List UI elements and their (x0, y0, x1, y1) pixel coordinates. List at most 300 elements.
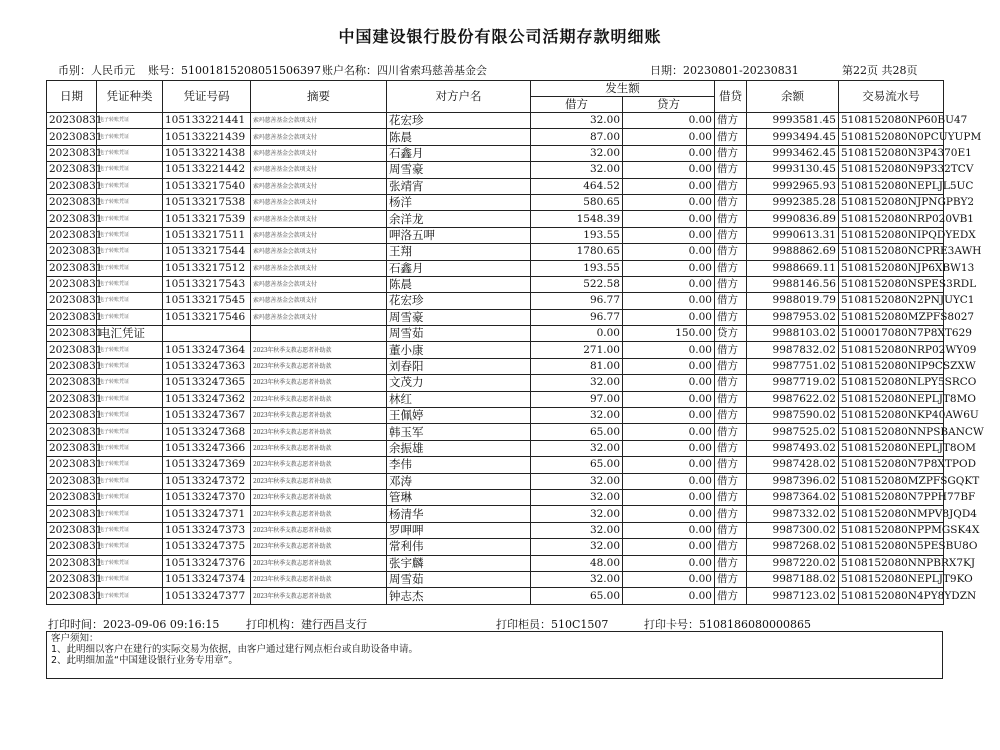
cell-debit: 65.00 (531, 457, 623, 473)
cell-txn-no: 5108152080N7PPH77BF (839, 489, 944, 505)
cell-dc: 借方 (715, 260, 747, 276)
cell-summary: 索玛慈善基金会款项支付 (251, 211, 387, 227)
ledger-rows (47, 113, 984, 605)
cell-voucher-type: 电子转账凭证 (97, 309, 163, 325)
currency-label: 币别：人民币元 (58, 64, 135, 77)
cell-counterparty: 陈晨 (387, 276, 531, 292)
cell-summary: 索玛慈善基金会款项支付 (251, 276, 387, 292)
cell-dc: 借方 (715, 293, 747, 309)
cell-counterparty: 呷洛五呷 (387, 227, 531, 243)
cell-txn-no: 5108152080NEPLJT8OM (839, 440, 944, 456)
cell-credit: 0.00 (623, 375, 715, 391)
table-row (47, 162, 944, 178)
cell-voucher-type: 电子转账凭证 (97, 571, 163, 587)
cell-summary: 索玛慈善基金会款项支付 (251, 145, 387, 161)
cell-date: 20230831 (47, 440, 97, 456)
cell-balance: 9988146.56 (747, 276, 839, 292)
cell-voucher-no: 105133217511 (163, 227, 251, 243)
cell-credit: 0.00 (623, 473, 715, 489)
cell-date: 20230831 (47, 489, 97, 505)
cell-counterparty: 韩玉军 (387, 424, 531, 440)
cell-counterparty: 余洋龙 (387, 211, 531, 227)
cell-date: 20230831 (47, 424, 97, 440)
cell-balance: 9987622.02 (747, 391, 839, 407)
cell-balance: 9993494.45 (747, 129, 839, 145)
cell-summary: 2023年秋季支教志愿者补助款 (251, 424, 387, 440)
cell-balance: 9992385.28 (747, 194, 839, 210)
cell-debit: 32.00 (531, 440, 623, 456)
cell-voucher-no: 105133247371 (163, 506, 251, 522)
print-time: 打印时间：2023-09-06 09:16:15 (48, 618, 220, 631)
cell-debit: 81.00 (531, 358, 623, 374)
cell-date: 20230831 (47, 162, 97, 178)
cell-voucher-type: 电子转账凭证 (97, 440, 163, 456)
cell-voucher-no: 105133217544 (163, 244, 251, 260)
notice-line-1: 1、此明细以客户在建行的实际交易为依据，由客户通过建行网点柜台或自助设备申请。 (51, 644, 419, 655)
cell-summary: 2023年秋季支教志愿者补助款 (251, 457, 387, 473)
cell-date: 20230831 (47, 555, 97, 571)
cell-credit: 0.00 (623, 178, 715, 194)
cell-debit: 32.00 (531, 539, 623, 555)
cell-voucher-type: 电子转账凭证 (97, 113, 163, 129)
cell-credit: 150.00 (623, 326, 715, 342)
cell-credit: 0.00 (623, 539, 715, 555)
cell-dc: 借方 (715, 588, 747, 604)
cell-voucher-no: 105133247377 (163, 588, 251, 604)
cell-summary: 索玛慈善基金会款项支付 (251, 194, 387, 210)
cell-txn-no: 5108152080N4PY8YDZN (839, 588, 944, 604)
cell-txn-no: 5108152080N5PESBU8O (839, 539, 944, 555)
table-row (47, 457, 944, 473)
print-org: 打印机构：建行西昌支行 (246, 618, 367, 631)
cell-voucher-type: 电子转账凭证 (97, 211, 163, 227)
cell-txn-no: 5108152080NLPY5SRCO (839, 375, 944, 391)
cell-dc: 借方 (715, 522, 747, 538)
cell-debit: 65.00 (531, 588, 623, 604)
cell-voucher-no: 105133217540 (163, 178, 251, 194)
cell-voucher-type: 电子转账凭证 (97, 588, 163, 604)
cell-date: 20230831 (47, 260, 97, 276)
cell-balance: 9988862.69 (747, 244, 839, 260)
cell-txn-no: 5108152080NIP9CSZXW (839, 358, 944, 374)
cell-voucher-type: 电子转账凭证 (97, 162, 163, 178)
col-summary: 摘要 (251, 81, 387, 113)
cell-summary: 2023年秋季支教志愿者补助款 (251, 522, 387, 538)
cell-dc: 借方 (715, 457, 747, 473)
cell-credit: 0.00 (623, 113, 715, 129)
cell-summary: 2023年秋季支教志愿者补助款 (251, 440, 387, 456)
cell-debit: 32.00 (531, 113, 623, 129)
cell-counterparty: 周雪豪 (387, 309, 531, 325)
cell-counterparty: 邓涛 (387, 473, 531, 489)
table-row (47, 129, 944, 145)
cell-dc: 贷方 (715, 326, 747, 342)
table-row (47, 342, 944, 358)
cell-txn-no: 5108152080NCPRE3AWH (839, 244, 944, 260)
cell-date: 20230831 (47, 227, 97, 243)
cell-counterparty: 张靖宵 (387, 178, 531, 194)
cell-counterparty: 王翔 (387, 244, 531, 260)
print-counter: 打印柜员：510C1507 (496, 618, 609, 631)
cell-voucher-no: 105133217543 (163, 276, 251, 292)
account-name: 账户名称：四川省索玛慈善基金会 (322, 64, 487, 77)
cell-balance: 9988669.11 (747, 260, 839, 276)
cell-debit: 32.00 (531, 375, 623, 391)
cell-balance: 9987953.02 (747, 309, 839, 325)
cell-voucher-type: 电子转账凭证 (97, 129, 163, 145)
cell-voucher-type: 电汇凭证 (97, 326, 163, 342)
table-row (47, 539, 944, 555)
cell-debit: 65.00 (531, 424, 623, 440)
cell-counterparty: 周雪豪 (387, 162, 531, 178)
table-row (47, 326, 944, 342)
cell-dc: 借方 (715, 178, 747, 194)
col-counterparty: 对方户名 (387, 81, 531, 113)
cell-debit: 96.77 (531, 309, 623, 325)
cell-date: 20230831 (47, 473, 97, 489)
cell-voucher-no: 105133247365 (163, 375, 251, 391)
cell-balance: 9993581.45 (747, 113, 839, 129)
cell-summary: 2023年秋季支教志愿者补助款 (251, 571, 387, 587)
table-row (47, 424, 944, 440)
cell-debit: 1548.39 (531, 211, 623, 227)
cell-debit: 32.00 (531, 145, 623, 161)
cell-credit: 0.00 (623, 244, 715, 260)
col-voucher-type: 凭证种类 (97, 81, 163, 113)
cell-dc: 借方 (715, 539, 747, 555)
cell-summary: 2023年秋季支教志愿者补助款 (251, 358, 387, 374)
cell-balance: 9987719.02 (747, 375, 839, 391)
print-card: 打印卡号：5108186080000865 (644, 618, 811, 631)
cell-voucher-no: 105133247372 (163, 473, 251, 489)
cell-date: 20230831 (47, 293, 97, 309)
table-row (47, 194, 944, 210)
cell-txn-no: 5108152080NP60BU47 (839, 113, 944, 129)
table-row (47, 113, 944, 129)
cell-credit: 0.00 (623, 522, 715, 538)
col-credit: 贷方 (623, 97, 715, 113)
cell-voucher-type: 电子转账凭证 (97, 522, 163, 538)
cell-credit: 0.00 (623, 408, 715, 424)
cell-credit: 0.00 (623, 342, 715, 358)
cell-voucher-type: 电子转账凭证 (97, 260, 163, 276)
cell-voucher-type: 电子转账凭证 (97, 244, 163, 260)
cell-voucher-no: 105133217539 (163, 211, 251, 227)
table-row (47, 555, 944, 571)
cell-balance: 9992965.93 (747, 178, 839, 194)
cell-debit: 32.00 (531, 408, 623, 424)
cell-dc: 借方 (715, 227, 747, 243)
cell-dc: 借方 (715, 506, 747, 522)
col-amount-group: 发生额 (531, 81, 715, 97)
cell-summary: 索玛慈善基金会款项支付 (251, 162, 387, 178)
table-row (47, 293, 944, 309)
cell-counterparty: 文茂力 (387, 375, 531, 391)
cell-counterparty: 余振雄 (387, 440, 531, 456)
table-row (47, 473, 944, 489)
cell-voucher-no: 105133247366 (163, 440, 251, 456)
cell-summary: 2023年秋季支教志愿者补助款 (251, 555, 387, 571)
cell-counterparty: 周雪茹 (387, 326, 531, 342)
cell-debit: 32.00 (531, 473, 623, 489)
cell-credit: 0.00 (623, 129, 715, 145)
cell-summary: 索玛慈善基金会款项支付 (251, 129, 387, 145)
cell-summary: 索玛慈善基金会款项支付 (251, 309, 387, 325)
cell-txn-no: 5108152080NEPLJL5UC (839, 178, 944, 194)
cell-credit: 0.00 (623, 260, 715, 276)
cell-voucher-no: 105133217538 (163, 194, 251, 210)
cell-summary: 索玛慈善基金会款项支付 (251, 113, 387, 129)
cell-voucher-type: 电子转账凭证 (97, 276, 163, 292)
cell-counterparty: 张宇麟 (387, 555, 531, 571)
cell-dc: 借方 (715, 129, 747, 145)
cell-dc: 借方 (715, 473, 747, 489)
cell-voucher-no: 105133247362 (163, 391, 251, 407)
cell-counterparty: 管琳 (387, 489, 531, 505)
cell-date: 20230831 (47, 276, 97, 292)
cell-dc: 借方 (715, 276, 747, 292)
cell-debit: 87.00 (531, 129, 623, 145)
cell-debit: 271.00 (531, 342, 623, 358)
table-row (47, 227, 944, 243)
cell-debit: 48.00 (531, 555, 623, 571)
cell-counterparty: 李伟 (387, 457, 531, 473)
cell-voucher-no: 105133247373 (163, 522, 251, 538)
cell-summary: 2023年秋季支教志愿者补助款 (251, 489, 387, 505)
cell-dc: 借方 (715, 555, 747, 571)
cell-counterparty: 陈晨 (387, 129, 531, 145)
cell-voucher-no: 105133221439 (163, 129, 251, 145)
cell-balance: 9987590.02 (747, 408, 839, 424)
cell-credit: 0.00 (623, 293, 715, 309)
cell-balance: 9987332.02 (747, 506, 839, 522)
cell-dc: 借方 (715, 440, 747, 456)
cell-voucher-no: 105133247376 (163, 555, 251, 571)
cell-credit: 0.00 (623, 440, 715, 456)
cell-date: 20230831 (47, 571, 97, 587)
cell-date: 20230831 (47, 129, 97, 145)
cell-dc: 借方 (715, 162, 747, 178)
cell-dc: 借方 (715, 244, 747, 260)
table-row (47, 391, 944, 407)
cell-txn-no: 5108152080NSPES3RDL (839, 276, 944, 292)
table-row (47, 358, 944, 374)
cell-dc: 借方 (715, 342, 747, 358)
cell-credit: 0.00 (623, 227, 715, 243)
cell-counterparty: 钟志杰 (387, 588, 531, 604)
table-row (47, 178, 944, 194)
cell-counterparty: 杨洋 (387, 194, 531, 210)
cell-balance: 9987300.02 (747, 522, 839, 538)
date-range: 日期：20230801-20230831 (650, 64, 799, 77)
cell-date: 20230831 (47, 211, 97, 227)
cell-dc: 借方 (715, 194, 747, 210)
cell-credit: 0.00 (623, 588, 715, 604)
cell-credit: 0.00 (623, 309, 715, 325)
cell-date: 20230831 (47, 113, 97, 129)
cell-voucher-type: 电子转账凭证 (97, 145, 163, 161)
cell-balance: 9987123.02 (747, 588, 839, 604)
col-dc: 借贷 (715, 81, 747, 113)
table-row (47, 244, 944, 260)
cell-txn-no: 5100017080N7P8XT629 (839, 326, 944, 342)
cell-date: 20230831 (47, 178, 97, 194)
cell-voucher-no: 105133247374 (163, 571, 251, 587)
cell-summary: 2023年秋季支教志愿者补助款 (251, 408, 387, 424)
cell-counterparty: 林红 (387, 391, 531, 407)
cell-txn-no: 5108152080NNPBRX7KJ (839, 555, 944, 571)
cell-voucher-no (163, 326, 251, 342)
cell-txn-no: 5108152080NJPNGPBY2 (839, 194, 944, 210)
cell-dc: 借方 (715, 309, 747, 325)
cell-balance: 9987364.02 (747, 489, 839, 505)
cell-voucher-no: 105133217512 (163, 260, 251, 276)
table-row (47, 260, 944, 276)
cell-summary: 索玛慈善基金会款项支付 (251, 244, 387, 260)
cell-debit: 464.52 (531, 178, 623, 194)
cell-date: 20230831 (47, 244, 97, 260)
cell-txn-no: 5108152080NIPQDYEDX (839, 227, 944, 243)
cell-summary: 2023年秋季支教志愿者补助款 (251, 375, 387, 391)
cell-credit: 0.00 (623, 162, 715, 178)
cell-txn-no: 5108152080N9P332TCV (839, 162, 944, 178)
cell-voucher-type: 电子转账凭证 (97, 506, 163, 522)
cell-voucher-type: 电子转账凭证 (97, 358, 163, 374)
cell-balance: 9993462.45 (747, 145, 839, 161)
cell-dc: 借方 (715, 113, 747, 129)
col-voucher-no: 凭证号码 (163, 81, 251, 113)
table-row (47, 506, 944, 522)
cell-voucher-type: 电子转账凭证 (97, 555, 163, 571)
cell-date: 20230831 (47, 326, 97, 342)
cell-debit: 0.00 (531, 326, 623, 342)
cell-balance: 9990613.31 (747, 227, 839, 243)
cell-voucher-type: 电子转账凭证 (97, 178, 163, 194)
cell-txn-no: 5108152080NRP02WY09 (839, 342, 944, 358)
cell-voucher-type: 电子转账凭证 (97, 342, 163, 358)
cell-txn-no: 5108152080NMPV8JQD4 (839, 506, 944, 522)
cell-counterparty: 罗呷呷 (387, 522, 531, 538)
cell-voucher-no: 105133247375 (163, 539, 251, 555)
cell-credit: 0.00 (623, 457, 715, 473)
cell-counterparty: 石鑫月 (387, 145, 531, 161)
cell-summary: 2023年秋季支教志愿者补助款 (251, 473, 387, 489)
cell-credit: 0.00 (623, 555, 715, 571)
cell-dc: 借方 (715, 375, 747, 391)
cell-txn-no: 5108152080N7P8XTPOD (839, 457, 944, 473)
table-row (47, 145, 944, 161)
table-row (47, 211, 944, 227)
cell-credit: 0.00 (623, 194, 715, 210)
table-row (47, 375, 944, 391)
cell-counterparty: 董小康 (387, 342, 531, 358)
cell-summary: 索玛慈善基金会款项支付 (251, 260, 387, 276)
cell-debit: 32.00 (531, 489, 623, 505)
cell-txn-no: 5108152080NPPMGSK4X (839, 522, 944, 538)
cell-debit: 580.65 (531, 194, 623, 210)
cell-voucher-type: 电子转账凭证 (97, 457, 163, 473)
cell-balance: 9987493.02 (747, 440, 839, 456)
cell-voucher-no: 105133247367 (163, 408, 251, 424)
cell-credit: 0.00 (623, 391, 715, 407)
cell-summary: 2023年秋季支教志愿者补助款 (251, 342, 387, 358)
cell-counterparty: 花宏珍 (387, 293, 531, 309)
cell-counterparty: 周雪茹 (387, 571, 531, 587)
cell-txn-no: 5108152080N0PCUYUPM (839, 129, 944, 145)
cell-voucher-type: 电子转账凭证 (97, 227, 163, 243)
cell-debit: 96.77 (531, 293, 623, 309)
cell-voucher-type: 电子转账凭证 (97, 391, 163, 407)
cell-date: 20230831 (47, 506, 97, 522)
cell-debit: 32.00 (531, 522, 623, 538)
cell-dc: 借方 (715, 358, 747, 374)
cell-voucher-type: 电子转账凭证 (97, 489, 163, 505)
cell-voucher-type: 电子转账凭证 (97, 473, 163, 489)
cell-voucher-no: 105133217545 (163, 293, 251, 309)
cell-voucher-type: 电子转账凭证 (97, 424, 163, 440)
cell-debit: 522.58 (531, 276, 623, 292)
table-row (47, 276, 944, 292)
col-date: 日期 (47, 81, 97, 113)
cell-debit: 97.00 (531, 391, 623, 407)
cell-date: 20230831 (47, 391, 97, 407)
cell-txn-no: 5108152080MZPFS8027 (839, 309, 944, 325)
cell-credit: 0.00 (623, 506, 715, 522)
cell-txn-no: 5108152080NEPLJT8MO (839, 391, 944, 407)
cell-balance: 9987751.02 (747, 358, 839, 374)
cell-counterparty: 花宏珍 (387, 113, 531, 129)
cell-balance: 9993130.45 (747, 162, 839, 178)
cell-voucher-type: 电子转账凭证 (97, 293, 163, 309)
cell-counterparty: 杨清华 (387, 506, 531, 522)
cell-balance: 9987396.02 (747, 473, 839, 489)
cell-balance: 9987220.02 (747, 555, 839, 571)
cell-summary: 2023年秋季支教志愿者补助款 (251, 391, 387, 407)
cell-voucher-no: 105133221438 (163, 145, 251, 161)
cell-voucher-no: 105133247370 (163, 489, 251, 505)
cell-date: 20230831 (47, 145, 97, 161)
cell-counterparty: 常利伟 (387, 539, 531, 555)
cell-credit: 0.00 (623, 145, 715, 161)
cell-dc: 借方 (715, 391, 747, 407)
cell-date: 20230831 (47, 539, 97, 555)
cell-credit: 0.00 (623, 358, 715, 374)
cell-date: 20230831 (47, 194, 97, 210)
cell-summary: 2023年秋季支教志愿者补助款 (251, 539, 387, 555)
cell-credit: 0.00 (623, 424, 715, 440)
cell-debit: 32.00 (531, 162, 623, 178)
cell-voucher-no: 105133247363 (163, 358, 251, 374)
cell-txn-no: 5108152080NJP6XBW13 (839, 260, 944, 276)
cell-date: 20230831 (47, 457, 97, 473)
cell-voucher-no: 105133221441 (163, 113, 251, 129)
cell-balance: 9987188.02 (747, 571, 839, 587)
cell-balance: 9988103.02 (747, 326, 839, 342)
cell-txn-no: 5108152080N3P4370E1 (839, 145, 944, 161)
cell-summary: 2023年秋季支教志愿者补助款 (251, 506, 387, 522)
table-row (47, 571, 944, 587)
cell-balance: 9987525.02 (747, 424, 839, 440)
cell-txn-no: 5108152080MZPFSGQKT (839, 473, 944, 489)
cell-balance: 9987428.02 (747, 457, 839, 473)
col-txn-no: 交易流水号 (839, 81, 944, 113)
cell-debit: 32.00 (531, 571, 623, 587)
col-debit: 借方 (531, 97, 623, 113)
cell-balance: 9990836.89 (747, 211, 839, 227)
cell-summary: 索玛慈善基金会款项支付 (251, 178, 387, 194)
table-row (47, 440, 944, 456)
cell-credit: 0.00 (623, 571, 715, 587)
